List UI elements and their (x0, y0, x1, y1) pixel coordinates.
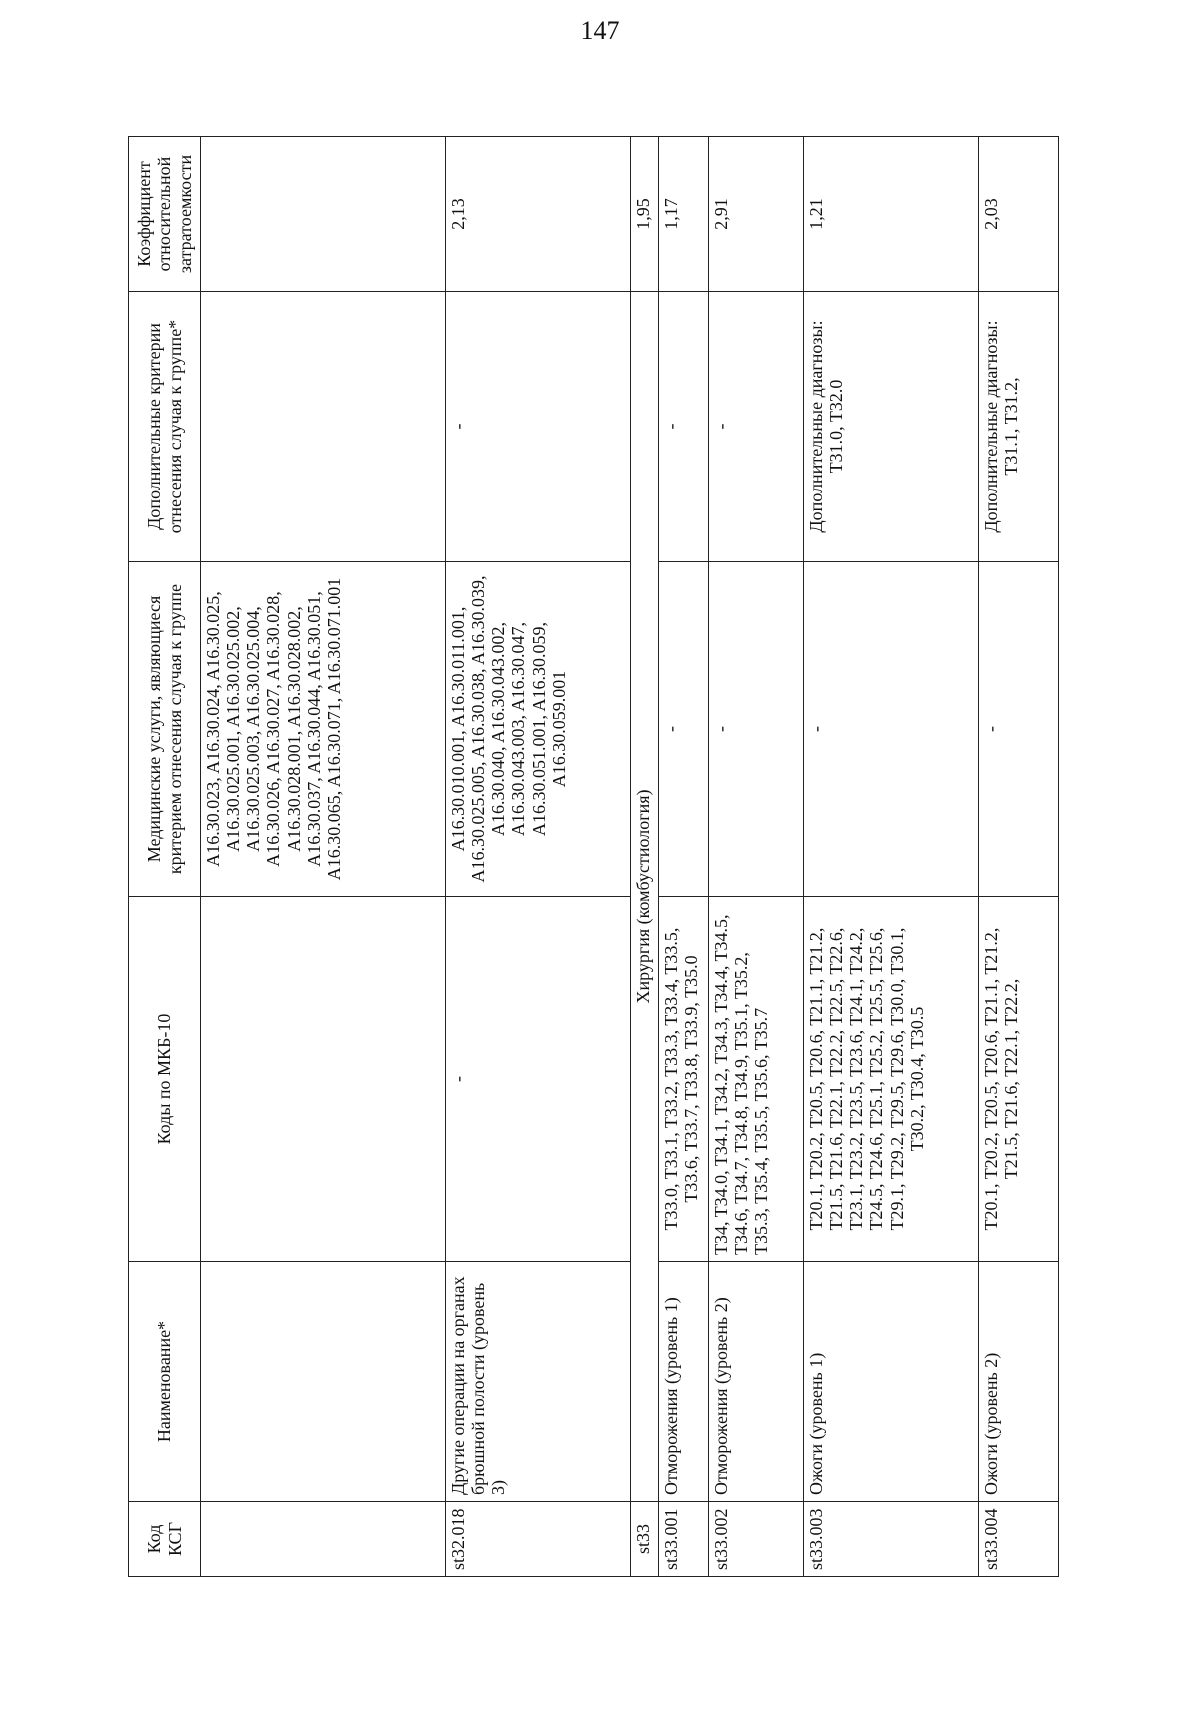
table-row (709, 137, 804, 1577)
cell-name: Отморожения (уровень 2) (709, 1262, 804, 1502)
cell-code: st33.001 (659, 1502, 709, 1577)
cell-code: st33.002 (709, 1502, 804, 1577)
cell-coef: 1,17 (659, 137, 709, 292)
cell-coef: 2,13 (446, 137, 631, 292)
header-mkb: Коды по МКБ-10 (129, 897, 201, 1262)
table-row (201, 137, 446, 1577)
cell-coef: 1,21 (804, 137, 979, 292)
header-name: Наименование* (129, 1262, 201, 1502)
cell-services: - (979, 562, 1059, 897)
cell-criteria: Дополнительные диагнозы: T31.1, T31.2, (979, 292, 1059, 562)
section-coef: 1,95 (631, 137, 659, 292)
page-number: 147 (580, 16, 620, 45)
section-title: Хирургия (комбустиология) (631, 292, 659, 1502)
cell-coef: 2,91 (709, 137, 804, 292)
table-row (804, 137, 979, 1577)
cell-mkb: T20.1, T20.2, T20.5, T20.6, T21.1, T21.2, T21.5, T21.6, T22.1, T22.2, (979, 897, 1059, 1262)
table-row (979, 137, 1059, 1577)
table-row (446, 137, 631, 1577)
cell-code: st33.004 (979, 1502, 1059, 1577)
cell-coef: 2,03 (979, 137, 1059, 292)
cell-mkb: T33.0, T33.1, T33.2, T33.3, T33.4, T33.5, T33.6, T33.7, T33.8, T33.9, T35.0 (659, 897, 709, 1262)
table-row (659, 137, 709, 1577)
cell-code: st33.003 (804, 1502, 979, 1577)
cell-coef (201, 137, 446, 292)
header-services: Медицинские услуги, являющиеся критерием отнесения случая к группе (129, 562, 201, 897)
cell-services: A16.30.023, A16.30.024, A16.30.025, A16.30.025.001, A16.30.025.002, A16.30.025.003, A16.30.025.004, A16.30.026, A16.30.027, A16.30.028, A16.30.028.001, A16.30.028.002, A16.30.037, A16.30.044, A16.30.051, A16.30.065, A16.30.071, A16.30.071.001 (201, 562, 446, 897)
cell-services: A16.30.010.001, A16.30.011.001, A16.30.025.005, A16.30.038, A16.30.039, A16.30.040, A16.30.043.002, A16.30.043.003, A16.30.047, A16.30.051.001, A16.30.059, A16.30.059.001 (446, 562, 631, 897)
cell-criteria: - (709, 292, 804, 562)
cell-name: Ожоги (уровень 1) (804, 1262, 979, 1502)
cell-criteria: - (446, 292, 631, 562)
cell-name: Другие операции на органах брюшной полости (уровень 3) (446, 1262, 631, 1502)
cell-criteria (201, 292, 446, 562)
section-row (631, 137, 659, 1577)
cell-criteria: - (659, 292, 709, 562)
cell-mkb: - (446, 897, 631, 1262)
cell-criteria: Дополнительные диагнозы: T31.0, T32.0 (804, 292, 979, 562)
cell-mkb: T34, T34.0, T34.1, T34.2, T34.3, T34.4, T34.5, T34.6, T34.7, T34.8, T34.9, T35.1, T35.2, T35.3, T35.4, T35.5, T35.6, T35.7 (709, 897, 804, 1262)
cell-services: - (804, 562, 979, 897)
ksg-table (128, 136, 1059, 1577)
header-criteria: Дополнительные критерии отнесения случая к группе* (129, 292, 201, 562)
cell-name: Отморожения (уровень 1) (659, 1262, 709, 1502)
cell-services: - (709, 562, 804, 897)
cell-code: st32.018 (446, 1502, 631, 1577)
rotated-table-container (128, 137, 1058, 1577)
cell-name: Ожоги (уровень 2) (979, 1262, 1059, 1502)
cell-code (201, 1502, 446, 1577)
header-code: Код КСГ (129, 1502, 201, 1577)
cell-mkb: T20.1, T20.2, T20.5, T20.6, T21.1, T21.2, T21.5, T21.6, T22.1, T22.2, T22.5, T22.6, T23.1, T23.2, T23.5, T23.6, T24.1, T24.2, T24.5, T24.6, T25.1, T25.2, T25.5, T25.6, T29.1, T29.2, T29.5, T29.6, T30.0, T30.1, T30.2, T30.4, T30.5 (804, 897, 979, 1262)
section-code: st33 (631, 1502, 659, 1577)
cell-services: - (659, 562, 709, 897)
cell-mkb (201, 897, 446, 1262)
cell-name (201, 1262, 446, 1502)
header-coef: Коэффициент относительной затратоемкости (129, 137, 201, 292)
table-header-row (129, 137, 201, 1577)
